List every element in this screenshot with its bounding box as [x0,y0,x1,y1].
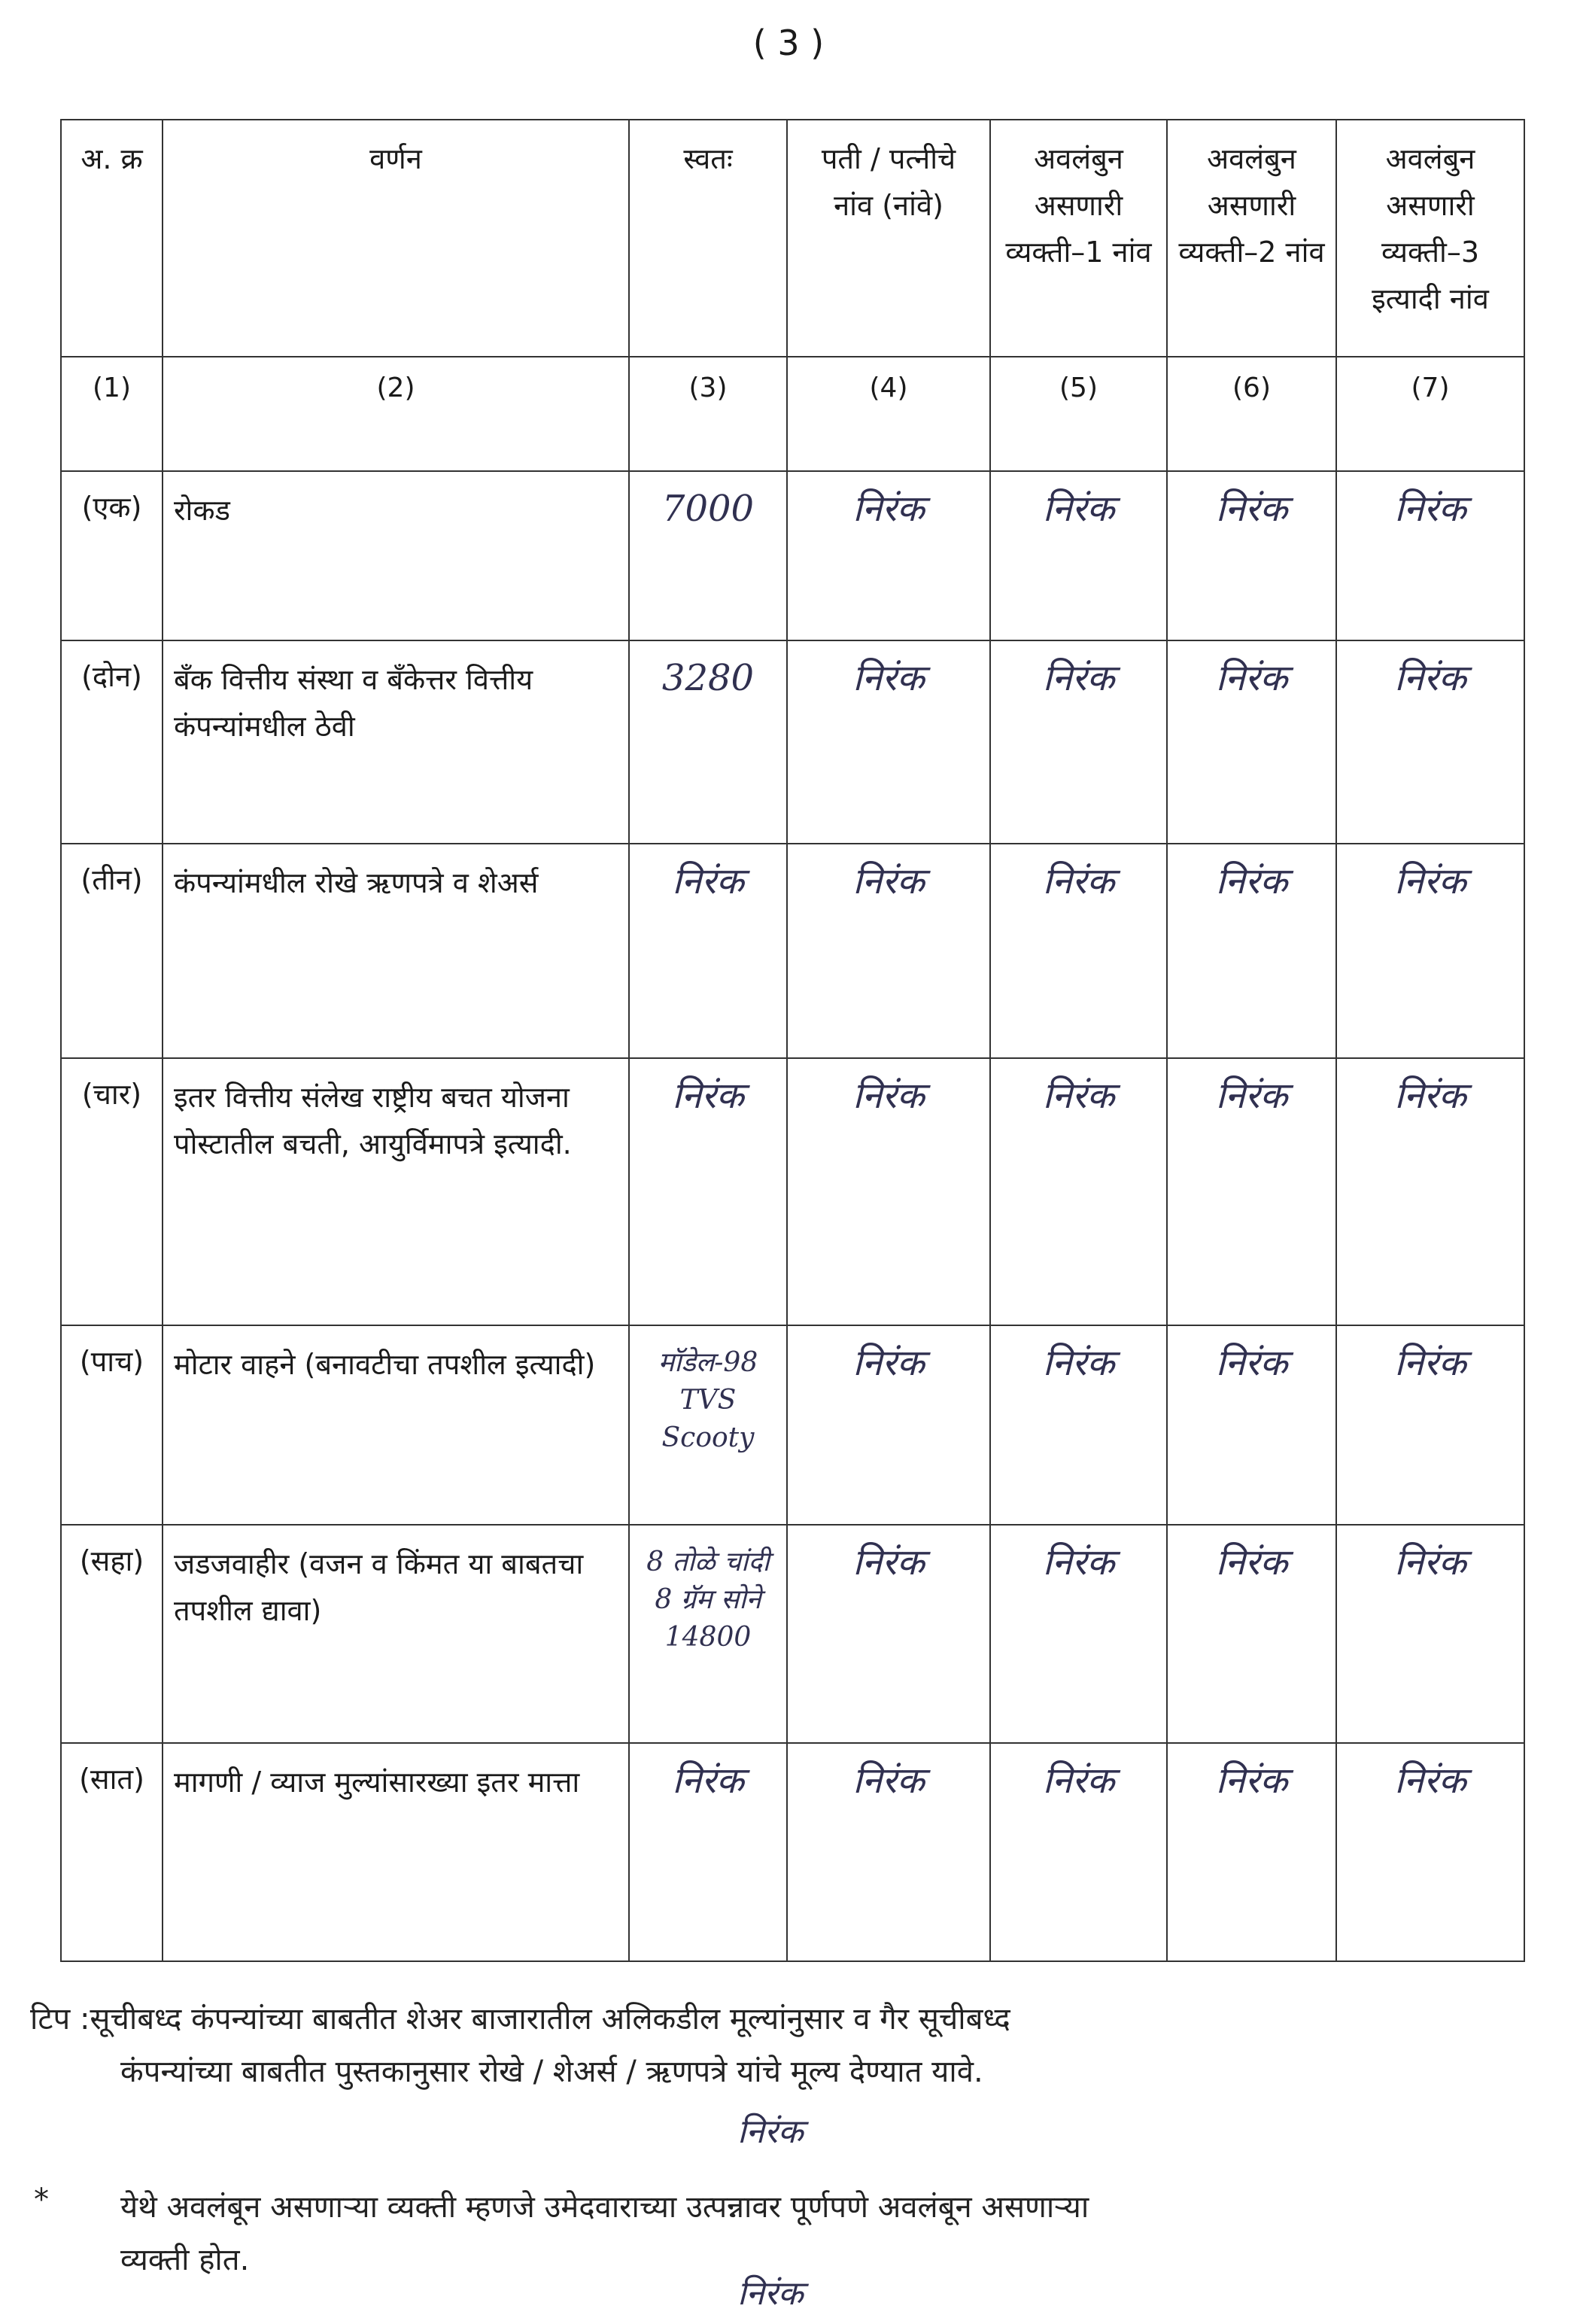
row-description: मागणी / व्याज मुल्यांसारख्या इतर मात्ता [163,1743,629,1961]
dependent-1-value: निरंक [990,1743,1167,1961]
spouse-value: निरंक [787,471,990,640]
self-value: निरंक [629,1743,787,1961]
header-dependent-1: अवलंबुन असणारी व्यक्ती–1 नांव [990,120,1167,357]
header-row [61,120,1524,357]
row-serial: (तीन) [61,844,163,1058]
header-dependent-3: अवलंबुन असणारी व्यक्ती–3 इत्यादी नांव [1336,120,1524,357]
footnote-star: * [34,2183,49,2217]
dependent-3-value: निरंक [1336,1325,1524,1525]
footnote-line-1: येथे अवलंबून असणाऱ्या व्यक्ती म्हणजे उमेदवाराच्या उत्पन्नावर पूर्णपणे अवलंबून असणाऱ्या [120,2190,1089,2225]
table-row [61,844,1524,1058]
spouse-value: निरंक [787,1525,990,1743]
column-number: (2) [163,357,629,471]
dependent-1-value: निरंक [990,1325,1167,1525]
spouse-value: निरंक [787,844,990,1058]
row-description: रोकड [163,471,629,640]
dependent-2-value: निरंक [1167,1058,1336,1325]
dependent-2-value: निरंक [1167,1743,1336,1961]
spouse-value: निरंक [787,1743,990,1961]
column-number: (1) [61,357,163,471]
table-row [61,471,1524,640]
spouse-value: निरंक [787,1058,990,1325]
table-row [61,1525,1524,1743]
header-spouse: पती / पत्नीचे नांव (नांवे) [787,120,990,357]
dependent-3-value: निरंक [1336,1743,1524,1961]
row-description: इतर वित्तीय संलेख राष्ट्रीय बचत योजना पोस्टातील बचती, आयुर्विमापत्रे इत्यादी. [163,1058,629,1325]
row-serial: (चार) [61,1058,163,1325]
column-number: (5) [990,357,1167,471]
row-description: कंपन्यांमधील रोखे ऋणपत्रे व शेअर्स [163,844,629,1058]
dependent-2-value: निरंक [1167,640,1336,844]
column-number: (4) [787,357,990,471]
note-line-1: टिप :सूचीबध्द कंपन्यांच्या बाबतीत शेअर बाजारातील अलिकडील मूल्यांनुसार व गैर सूचीबध्द [30,2002,1010,2037]
dependent-1-value: निरंक [990,471,1167,640]
page-number: ( 3 ) [752,23,825,63]
header-description: वर्णन [163,120,629,357]
table-row [61,1325,1524,1525]
row-serial: (एक) [61,471,163,640]
footnote-handwritten-value: निरंक [737,2274,804,2313]
row-serial: (पाच) [61,1325,163,1525]
row-description: मोटार वाहने (बनावटीचा तपशील इत्यादी) [163,1325,629,1525]
row-description: जडजवाहीर (वजन व किंमत या बाबतचा तपशील द्यावा) [163,1525,629,1743]
dependent-2-value: निरंक [1167,1325,1336,1525]
self-value: मॉडेल-98 TVS Scooty [629,1325,787,1525]
dependent-2-value: निरंक [1167,471,1336,640]
row-serial: (दोन) [61,640,163,844]
note-line-2: कंपन्यांच्या बाबतीत पुस्तकानुसार रोखे / शेअर्स / ऋणपत्रे यांचे मूल्य देण्यात यावे. [120,2055,983,2089]
note-handwritten-value: निरंक [737,2113,804,2151]
self-value: 7000 [629,471,787,640]
self-value: 3280 [629,640,787,844]
row-description: बँक वित्तीय संस्था व बँकेत्तर वित्तीय कंपन्यांमधील ठेवी [163,640,629,844]
table-row [61,1743,1524,1961]
header-dependent-2: अवलंबुन असणारी व्यक्ती–2 नांव [1167,120,1336,357]
dependent-1-value: निरंक [990,640,1167,844]
row-serial: (सहा) [61,1525,163,1743]
spouse-value: निरंक [787,640,990,844]
dependent-1-value: निरंक [990,1525,1167,1743]
dependent-3-value: निरंक [1336,1525,1524,1743]
dependent-3-value: निरंक [1336,844,1524,1058]
dependent-2-value: निरंक [1167,844,1336,1058]
assets-table [60,119,1525,1962]
header-serial: अ. क्र [61,120,163,357]
dependent-3-value: निरंक [1336,471,1524,640]
column-number: (3) [629,357,787,471]
column-number: (7) [1336,357,1524,471]
spouse-value: निरंक [787,1325,990,1525]
header-self: स्वतः [629,120,787,357]
self-value: 8 तोळे चांदी 8 ग्रॅम सोने 14800 [629,1525,787,1743]
dependent-1-value: निरंक [990,1058,1167,1325]
column-number-row [61,357,1524,471]
table-row [61,640,1524,844]
footnote-line-2: व्यक्ती होत. [120,2243,250,2277]
row-serial: (सात) [61,1743,163,1961]
dependent-2-value: निरंक [1167,1525,1336,1743]
self-value: निरंक [629,1058,787,1325]
table-row [61,1058,1524,1325]
dependent-3-value: निरंक [1336,1058,1524,1325]
dependent-1-value: निरंक [990,844,1167,1058]
dependent-3-value: निरंक [1336,640,1524,844]
column-number: (6) [1167,357,1336,471]
self-value: निरंक [629,844,787,1058]
